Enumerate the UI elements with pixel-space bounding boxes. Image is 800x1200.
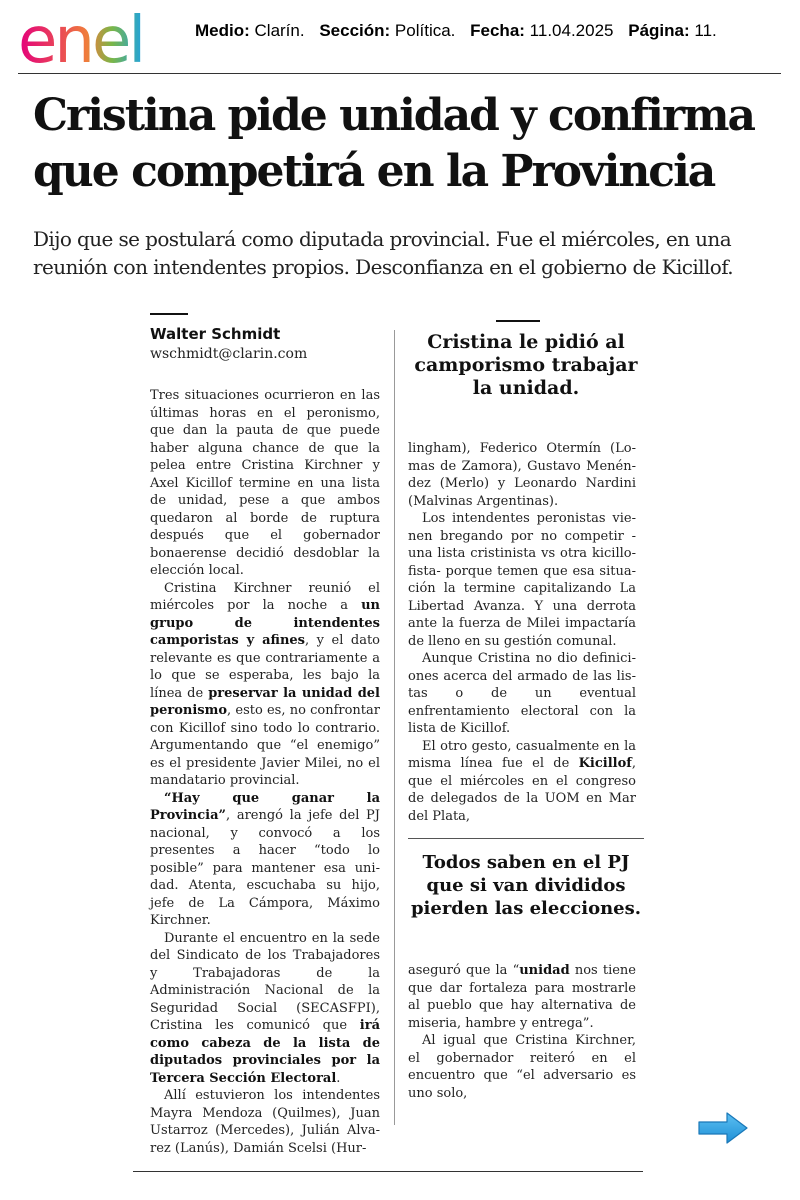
logo-text: enel (18, 10, 144, 68)
byline-rule (150, 313, 188, 315)
pagina-label: Página: (628, 21, 690, 40)
paragraph: lingham), Federico Otermín (Lomas de Zamora), Gustavo Menéndez (Merlo) y Leonardo Nardini (Malvinas Argentinas). (408, 441, 636, 509)
pull-quote-2: Todos saben en el PJ que si van divididos pierden las elecciones. (410, 852, 642, 919)
next-page-arrow-icon[interactable] (697, 1111, 749, 1145)
header-divider (18, 73, 781, 74)
column-divider (394, 330, 395, 1125)
seccion-label: Sección: (319, 21, 391, 40)
paragraph: Allí estuvieron los intendentes Mayra Mendoza (Quilmes), Juan Ustarroz (Mercedes), Julián Alvarez (Lanús), Damián Scelsi (Hur- (150, 1088, 380, 1156)
author-email: wschmidt@clarin.com (150, 346, 308, 362)
article-deck: Dijo que se postulará como diputada provincial. Fue el miércoles, en una reunión con intendentes propios. Desconfianza en el gobierno de Kicillof. (33, 227, 734, 279)
paragraph: Durante el encuentro en la sede del Sindicato de los Trabajadores y Trabajadoras de la Administración Nacional de la Seguridad Social (SECASFPI), Cristina les comunicó que irá como cabeza de la lista de diputados provinciales por la Tercera Sección Electoral. (150, 930, 380, 1086)
paragraph: aseguró que la “unidad nos tiene que dar fortaleza para mostrarle al pueblo que hay alternativa de miseria, hambre y entrega”. (408, 963, 636, 1031)
medio-label: Medio: (195, 21, 250, 40)
fecha-label: Fecha: (470, 21, 525, 40)
pullquote-rule (496, 320, 540, 322)
article-headline: Cristina pide unidad y confirma que competirá en la Provincia (33, 90, 755, 197)
article-column-2-bottom (408, 962, 636, 1102)
pagina-value: 11. (694, 21, 717, 40)
medio-value: Clarín. (254, 21, 305, 40)
paragraph: Al igual que Cristina Kirchner, el gobernador reiteró en el encuentro que “el adversario es uno solo, (408, 1033, 636, 1101)
pull-quote-1: Cristina le pidió al camporismo trabajar la unidad. (414, 331, 638, 399)
paragraph: El otro gesto, casualmente en la misma línea fue el de Kicillof, que el miércoles en el congreso de delegados de la UOM en Mar del Plata, (408, 738, 636, 824)
article-column-2-top (408, 440, 636, 825)
paragraph: Los intendentes peronistas vienen bregando por no competir - una lista cristinista vs otra kicillofista- porque temen que esa situación la termine capitalizando La Libertad Avanza. Y una derrota ante la fuerza de Milei impactaría de lleno en su gestión comunal. (408, 511, 636, 649)
pullquote-rule (408, 838, 644, 839)
paragraph: Cristina Kirchner reunió el miércoles por la noche a un grupo de intendentes camporistas y afines, y el dato relevante es que contrariamente a lo que se esperaba, les bajo la línea de preservar la unidad del peronismo, esto es, no confrontar con Kicillof sino todo lo contrario. Argumentando que “el enemigo” es el presidente Javier Milei, no el mandatario provincial. (150, 580, 380, 788)
author-name: Walter Schmidt (150, 325, 281, 343)
seccion-value: Política. (394, 21, 456, 40)
source-metadata (195, 21, 717, 41)
paragraph: Aunque Cristina no dio definiciones acerca del armado de las listas o de un eventual enfrentamiento electoral con la lista de Kicillof. (408, 651, 636, 736)
paragraph: Tres situaciones ocurrieron en las últimas horas en el peronismo, que dan la pauta de que puede haber alguna chance de que la pelea entre Cristina Kirchner y Axel Kicillof termine en una lista de unidad, pese a que ambos quedaron al borde de ruptura después que el gobernador bonaerense decidió desdoblar la elección local. (150, 388, 380, 578)
article-column-1 (150, 387, 380, 1157)
paragraph: “Hay que ganar la Provincia”, arengó la jefe del PJ nacional, y convocó a los presentes a hacer “todo lo posible” para mantener esa unidad. Atenta, escuchaba su hijo, jefe de La Cámpora, Máximo Kirchner. (150, 790, 380, 928)
footer-divider (133, 1171, 643, 1172)
fecha-value: 11.04.2025 (529, 21, 614, 40)
enel-logo (18, 10, 173, 68)
